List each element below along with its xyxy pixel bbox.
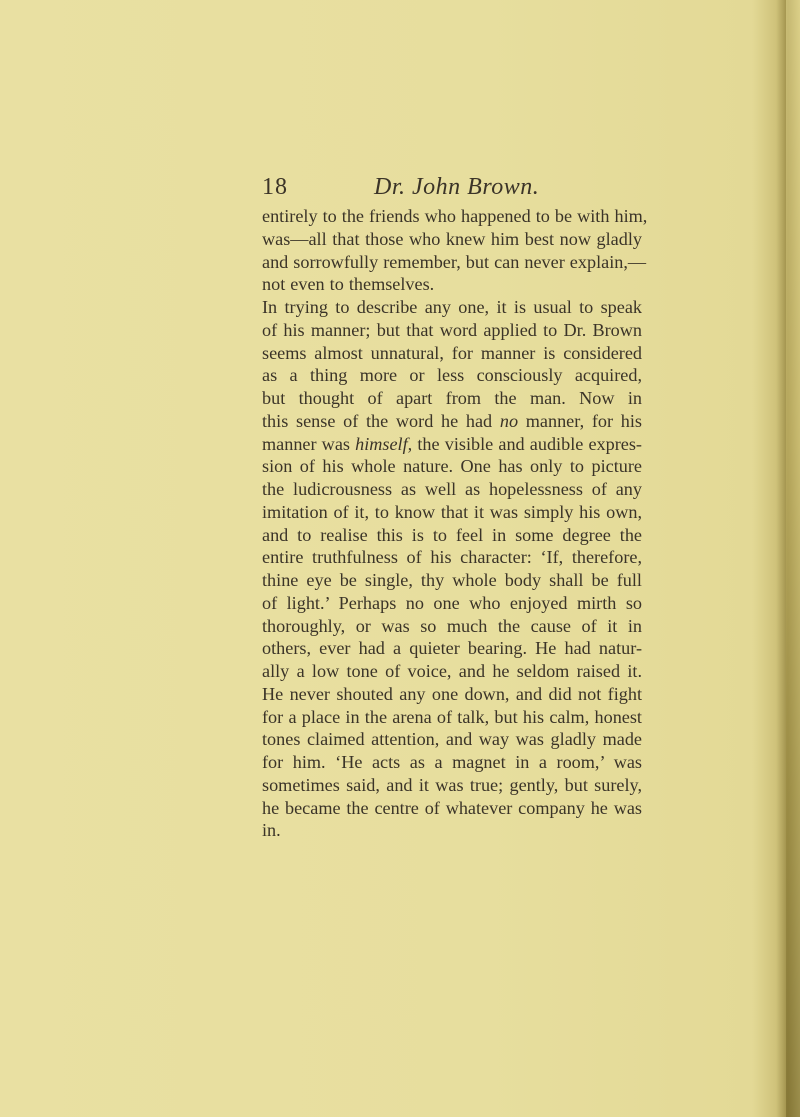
text-segment: this sense of the word he had [262, 410, 500, 431]
text-line: the ludicrousness as well as hopelessness of any [262, 479, 642, 499]
text-segment: manner, for his [518, 410, 642, 431]
text-line: others, ever had a quieter bearing. He had natur- [262, 638, 642, 659]
text-line: of his manner; but that word applied to Dr. Brown [262, 319, 642, 340]
paragraph-2 [262, 296, 642, 842]
text-line: not even to themselves. [262, 274, 435, 295]
text-line-mixed [262, 433, 642, 456]
text-line: in. [262, 820, 281, 841]
text-line: of light.’ Perhaps no one who enjoyed mirth so [262, 592, 642, 613]
text-line: thine eye be single, thy whole body shall be full [262, 570, 642, 590]
page-number: 18 [262, 174, 288, 200]
text-line: In trying to describe any one, it is usual to speak [262, 297, 642, 317]
text-line: ally a low tone of voice, and he seldom raised it. [262, 661, 642, 681]
text-line: entire truthfulness of his character: ‘If, therefore, [262, 547, 642, 568]
text-line: he became the centre of whatever company he was [262, 797, 642, 818]
text-line: sometimes said, and it was true; gently, but surely, [262, 774, 642, 795]
page-edge-shadow [786, 0, 800, 1117]
text-line: entirely to the friends who happened to be with him, [262, 206, 648, 226]
text-line: sion of his whole nature. One has only to picture [262, 456, 642, 477]
text-line: tones claimed attention, and way was gladly made [262, 729, 642, 750]
text-segment: the visible and audible expres- [412, 433, 642, 454]
body-text [262, 205, 648, 842]
italic-word: no [499, 410, 519, 431]
text-line: seems almost unnatural, for manner is considered [262, 342, 642, 363]
text-line: for a place in the arena of talk, but his calm, honest [262, 706, 642, 727]
text-line: was—all that those who knew him best now gladly [262, 228, 642, 249]
paragraph-1 [262, 205, 648, 296]
text-line-mixed [262, 410, 642, 433]
text-line: and sorrowfully remember, but can never explain,— [262, 251, 647, 272]
text-segment: manner was [262, 433, 356, 454]
text-line: imitation of it, to know that it was simply his own, [262, 501, 642, 522]
text-line: but thought of apart from the man. Now in [262, 388, 642, 408]
text-line: thoroughly, or was so much the cause of it in [262, 615, 642, 636]
text-line: as a thing more or less consciously acquired, [262, 365, 642, 386]
text-line: for him. ‘He acts as a magnet in a room,’ was [262, 752, 642, 772]
text-line: and to realise this is to feel in some degree the [262, 524, 642, 545]
italic-word: himself, [355, 433, 413, 454]
running-title: Dr. John Brown. [374, 174, 540, 200]
text-line: He never shouted any one down, and did not fight [262, 683, 642, 704]
